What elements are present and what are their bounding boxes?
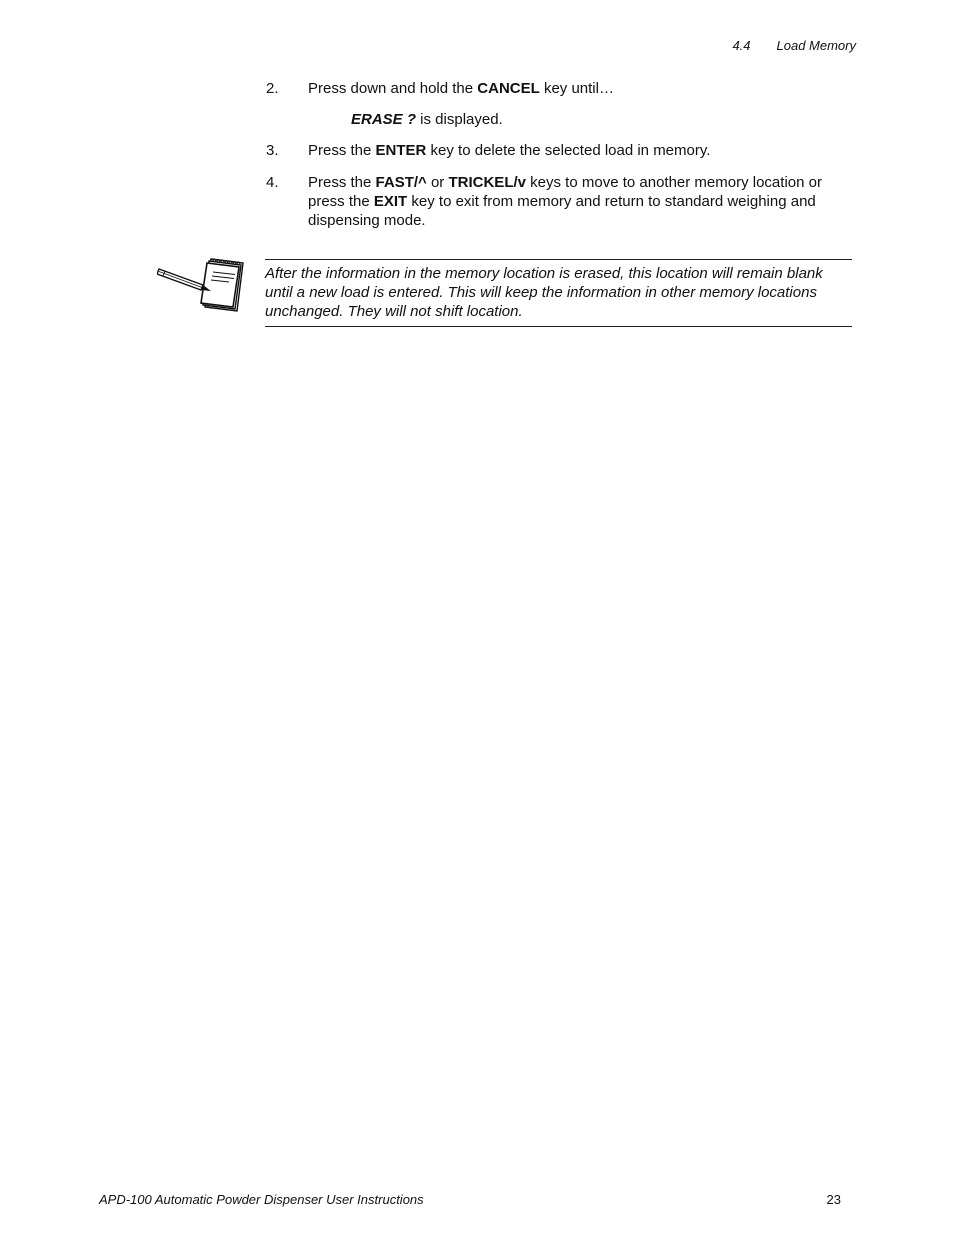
- step-text: Press the FAST/^ or TRICKEL/v keys to move to another memory location or press the EXIT key to exit from memory and return to standard weighing and dispensing mode.: [308, 174, 822, 229]
- step-number: 4.: [266, 174, 279, 191]
- step-number: 2.: [266, 80, 279, 97]
- notepad-pencil-icon: [157, 255, 247, 315]
- step-text: Press down and hold the CANCEL key until…: [308, 80, 614, 97]
- display-code: ERASE ?: [351, 111, 417, 128]
- key-name: FAST/^: [375, 174, 427, 191]
- running-header: [732, 38, 856, 53]
- section-title: Load Memory: [776, 38, 856, 53]
- key-name: EXIT: [373, 193, 408, 210]
- page-number: 23: [826, 1192, 841, 1207]
- footer-doc-title: APD-100 Automatic Powder Dispenser User Instructions: [99, 1192, 424, 1207]
- step-text: Press the ENTER key to delete the selected load in memory.: [308, 142, 711, 159]
- note-box: [265, 259, 852, 327]
- section-number: 4.4: [732, 38, 751, 53]
- key-name: CANCEL: [477, 80, 540, 97]
- step-3: [266, 141, 856, 160]
- note-text: After the information in the memory location is erased, this location will remain blank until a new load is entered. This will keep the information in other memory locations unchanged. They will not shift location.: [265, 265, 823, 320]
- key-name: ENTER: [375, 142, 427, 159]
- step-2: [266, 79, 856, 98]
- step-number: 3.: [266, 142, 279, 159]
- step-4: [266, 173, 856, 230]
- key-name: TRICKEL/v: [448, 174, 526, 191]
- display-message: ERASE ? is displayed.: [351, 111, 503, 128]
